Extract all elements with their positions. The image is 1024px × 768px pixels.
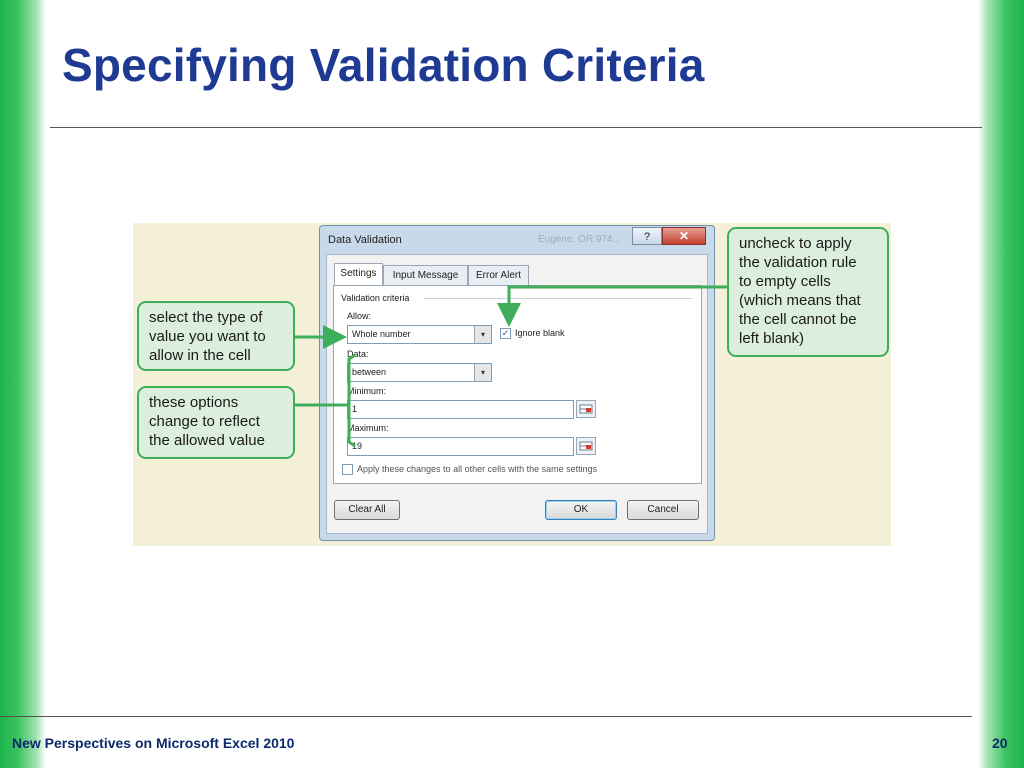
title-divider: [50, 127, 982, 128]
callout-options-line: these options: [149, 394, 239, 411]
callout-blank-line: to empty cells: [739, 273, 831, 290]
allow-select-value: Whole number: [352, 329, 411, 339]
options-bracket: [349, 355, 355, 446]
callout-blank-line: uncheck to apply: [739, 235, 852, 252]
tab-settings[interactable]: Settings: [334, 263, 383, 286]
callout-connectors: [133, 223, 891, 546]
callout-options-line: change to reflect: [149, 413, 260, 430]
left-accent-bar: [0, 0, 46, 768]
callout-options-line: the allowed value: [149, 432, 265, 449]
right-accent-bar: [978, 0, 1024, 768]
close-icon[interactable]: ✕: [662, 227, 706, 245]
allow-label: Allow:: [347, 311, 372, 321]
cancel-button[interactable]: Cancel: [627, 500, 699, 520]
callout-blank-line: the validation rule: [739, 254, 857, 271]
screenshot-figure: [133, 223, 891, 546]
footer-divider: [0, 716, 972, 717]
dialog-title: Data Validation: [328, 234, 402, 246]
data-select-value: between: [352, 367, 387, 377]
chevron-down-icon[interactable]: ▾: [474, 364, 491, 381]
callout-allow-line: allow in the cell: [149, 347, 251, 364]
callout-allow-line: select the type of: [149, 309, 263, 326]
minimum-label: Minimum:: [347, 386, 387, 396]
chevron-down-icon[interactable]: ▾: [474, 326, 491, 343]
clear-all-button[interactable]: Clear All: [334, 500, 400, 520]
ignore-blank-checkbox[interactable]: ✓: [501, 328, 510, 338]
ignore-blank-arrow: [509, 287, 727, 321]
validation-criteria-label: Validation criteria: [341, 293, 410, 303]
page-number: 20: [992, 735, 1008, 751]
callout-allow-line: value you want to: [149, 328, 266, 345]
slide-title: Specifying Validation Criteria: [62, 39, 705, 91]
callout-blank-line: the cell cannot be: [739, 311, 857, 328]
callout-blank-line: (which means that: [739, 292, 861, 309]
callout-blank-line: left blank): [739, 330, 805, 347]
help-icon[interactable]: ?: [632, 227, 662, 245]
dialog-title-blurred: Eugene, OR 974...: [538, 234, 621, 245]
tab-input-message[interactable]: Input Message: [383, 265, 468, 285]
footer-text: New Perspectives on Microsoft Excel 2010: [12, 735, 295, 751]
minimum-input[interactable]: 1: [347, 400, 574, 419]
maximum-input[interactable]: 19: [347, 437, 574, 456]
apply-all-label: Apply these changes to all other cells with the same settings: [357, 464, 598, 474]
data-label: Data:: [347, 349, 369, 359]
ignore-blank-label: Ignore blank: [515, 328, 565, 338]
tab-error-alert[interactable]: Error Alert: [468, 265, 529, 285]
maximum-label: Maximum:: [347, 423, 389, 433]
ok-button[interactable]: OK: [545, 500, 617, 520]
